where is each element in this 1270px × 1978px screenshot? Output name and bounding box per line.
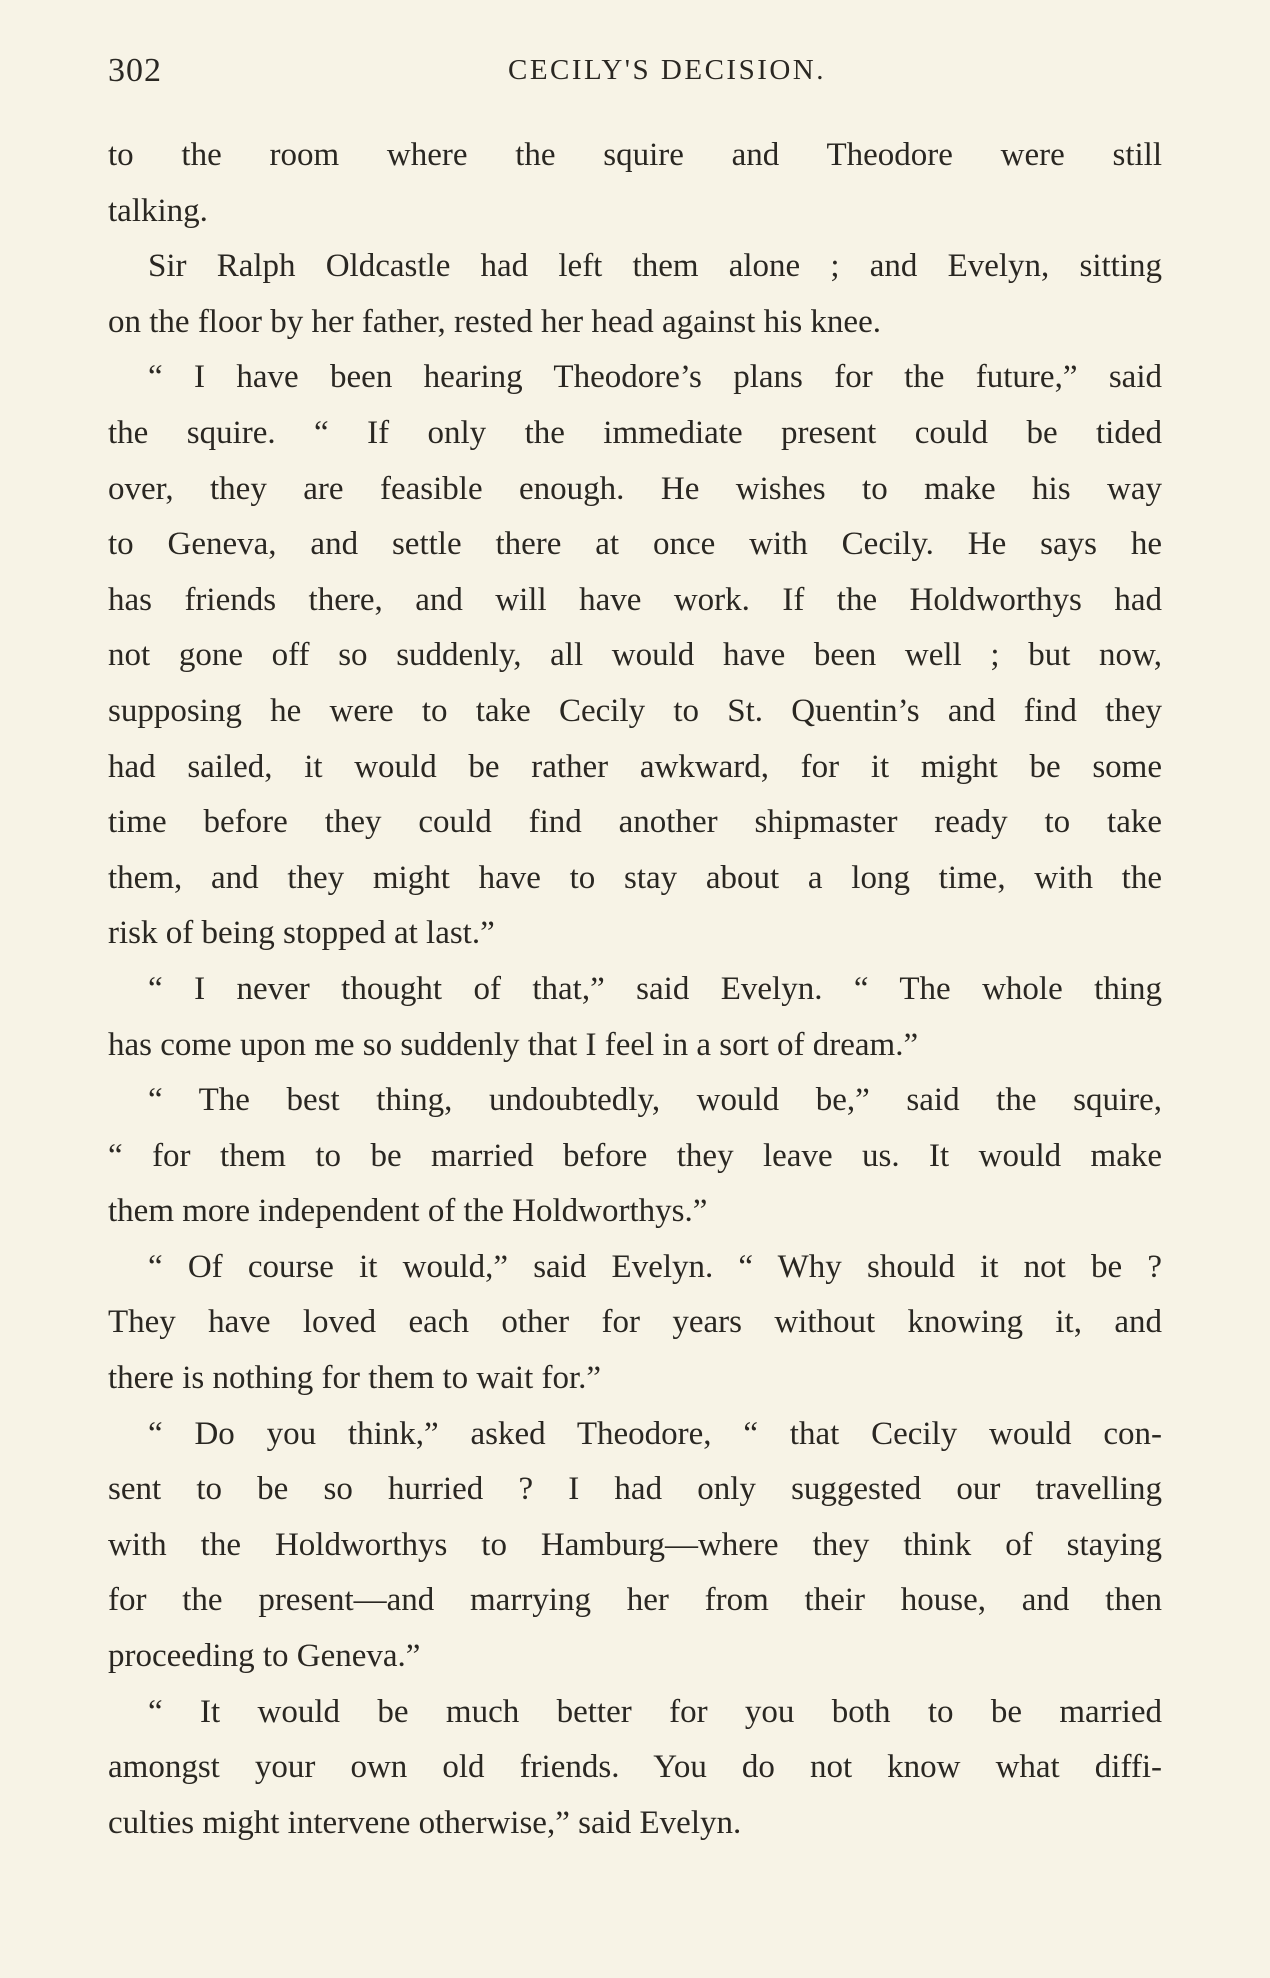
text-line: risk of being stopped at last.” [108,915,495,952]
text-line: They have loved each other for years without knowing it, and [108,1304,1162,1341]
text-line: supposing he were to take Cecily to St. Quentin’s and find they [108,692,1162,729]
text-line: to the room where the squire and Theodore were still [108,137,1162,173]
text-line: them, and they might have to stay about a long time, with the [108,859,1162,896]
text-line: Sir Ralph Oldcastle had left them alone ; and Evelyn, sitting [148,248,1162,285]
running-title: CECILY'S DECISION. [508,54,826,86]
text-line: over, they are feasible enough. He wishes to make his way [108,470,1162,507]
text-line: culties might intervene otherwise,” said Evelyn. [108,1804,742,1841]
text-line: on the floor by her father, rested her head against his knee. [108,303,881,340]
text-line: time before they could find another shipmaster ready to take [108,804,1162,841]
text-line: with the Holdworthys to Hamburg—where they think of staying [108,1526,1162,1563]
text-line: had sailed, it would be rather awkward, for it might be some [108,748,1162,785]
text-line: “ I never thought of that,” said Evelyn. “ The whole thing [148,970,1162,1007]
text-line: amongst your own old friends. You do not know what diffi- [108,1749,1162,1786]
text-line: there is nothing for them to wait for.” [108,1360,602,1397]
text-line: not gone off so suddenly, all would have been well ; but now, [108,637,1162,674]
text-line: “ It would be much better for you both to be married [148,1693,1162,1730]
text-line: for the present—and marrying her from their house, and then [108,1582,1162,1619]
text-line: “ Do you think,” asked Theodore, “ that Cecily would con- [148,1415,1162,1452]
text-line: talking. [108,192,208,229]
text-line: to Geneva, and settle there at once with Cecily. He says he [108,526,1162,563]
page-header [108,52,1166,102]
text-line: “ Of course it would,” said Evelyn. “ Why should it not be ? [148,1248,1162,1285]
text-line: them more independent of the Holdworthys.” [108,1193,708,1230]
text-line: has friends there, and will have work. If the Holdworthys had [108,581,1162,618]
text-line: “ I have been hearing Theodore’s plans for the future,” said [148,359,1162,396]
body-text [108,128,1162,1851]
page-number: 302 [108,52,162,89]
text-line: proceeding to Geneva.” [108,1638,421,1675]
text-line: the squire. “ If only the immediate present could be tided [108,414,1162,451]
text-line: “ for them to be married before they leave us. It would make [108,1137,1162,1174]
text-line: sent to be so hurried ? I had only suggested our travelling [108,1471,1162,1508]
text-line: “ The best thing, undoubtedly, would be,” said the squire, [148,1082,1162,1119]
text-line: has come upon me so suddenly that I feel in a sort of dream.” [108,1026,919,1063]
